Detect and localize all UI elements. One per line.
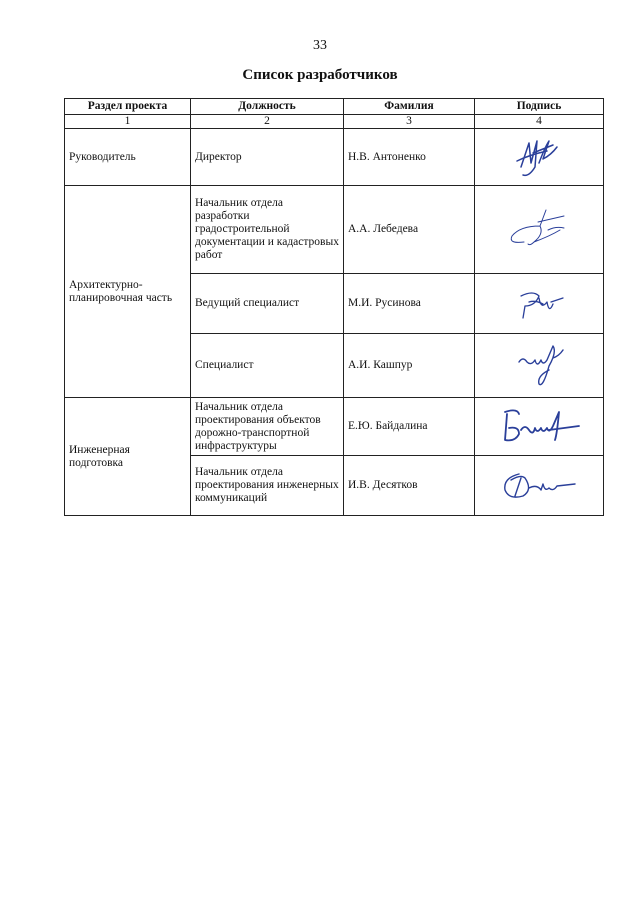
signature-rusinova-icon: [499, 284, 579, 324]
column-number: 3: [344, 115, 475, 129]
table-row: [65, 398, 604, 456]
signature-cell: [475, 274, 604, 334]
section-cell: Архитектурно-планировочная часть: [65, 186, 191, 398]
table-row: [65, 129, 604, 186]
signature-cell: [475, 456, 604, 516]
header-section: Раздел проекта: [65, 99, 191, 115]
position-cell: Начальник отдела проектирования объектов дорожно-транспортной инфраструктуры: [191, 398, 344, 456]
section-cell: Инженерная подготовка: [65, 398, 191, 516]
signature-antonenko-icon: [499, 133, 579, 181]
position-cell: Начальник отдела разработки градостроительной документации и кадастровых работ: [191, 186, 344, 274]
signature-desyatkov-icon: [489, 466, 589, 506]
column-number: 2: [191, 115, 344, 129]
section-cell: Руководитель: [65, 129, 191, 186]
column-number: 1: [65, 115, 191, 129]
signature-kashpur-icon: [509, 338, 569, 394]
page-number: 33: [313, 38, 327, 53]
column-number: 4: [475, 115, 604, 129]
header-position: Должность: [191, 99, 344, 115]
signature-lebedeva-icon: [494, 200, 584, 260]
name-cell: Е.Ю. Байдалина: [344, 398, 475, 456]
signature-cell: [475, 334, 604, 398]
signature-baidalina-icon: [489, 404, 589, 450]
name-cell: Н.В. Антоненко: [344, 129, 475, 186]
table-header-row: [65, 99, 604, 115]
header-name: Фамилия: [344, 99, 475, 115]
position-cell: Начальник отдела проектирования инженерных коммуникаций: [191, 456, 344, 516]
name-cell: А.И. Кашпур: [344, 334, 475, 398]
developers-table: [64, 98, 604, 516]
name-cell: И.В. Десятков: [344, 456, 475, 516]
header-signature: Подпись: [475, 99, 604, 115]
column-number-row: [65, 115, 604, 129]
position-cell: Директор: [191, 129, 344, 186]
name-cell: А.А. Лебедева: [344, 186, 475, 274]
signature-cell: [475, 398, 604, 456]
signature-cell: [475, 186, 604, 274]
position-cell: Ведущий специалист: [191, 274, 344, 334]
table-row: [65, 186, 604, 274]
page-title: Список разработчиков: [242, 67, 398, 83]
position-cell: Специалист: [191, 334, 344, 398]
signature-cell: [475, 129, 604, 186]
name-cell: М.И. Русинова: [344, 274, 475, 334]
